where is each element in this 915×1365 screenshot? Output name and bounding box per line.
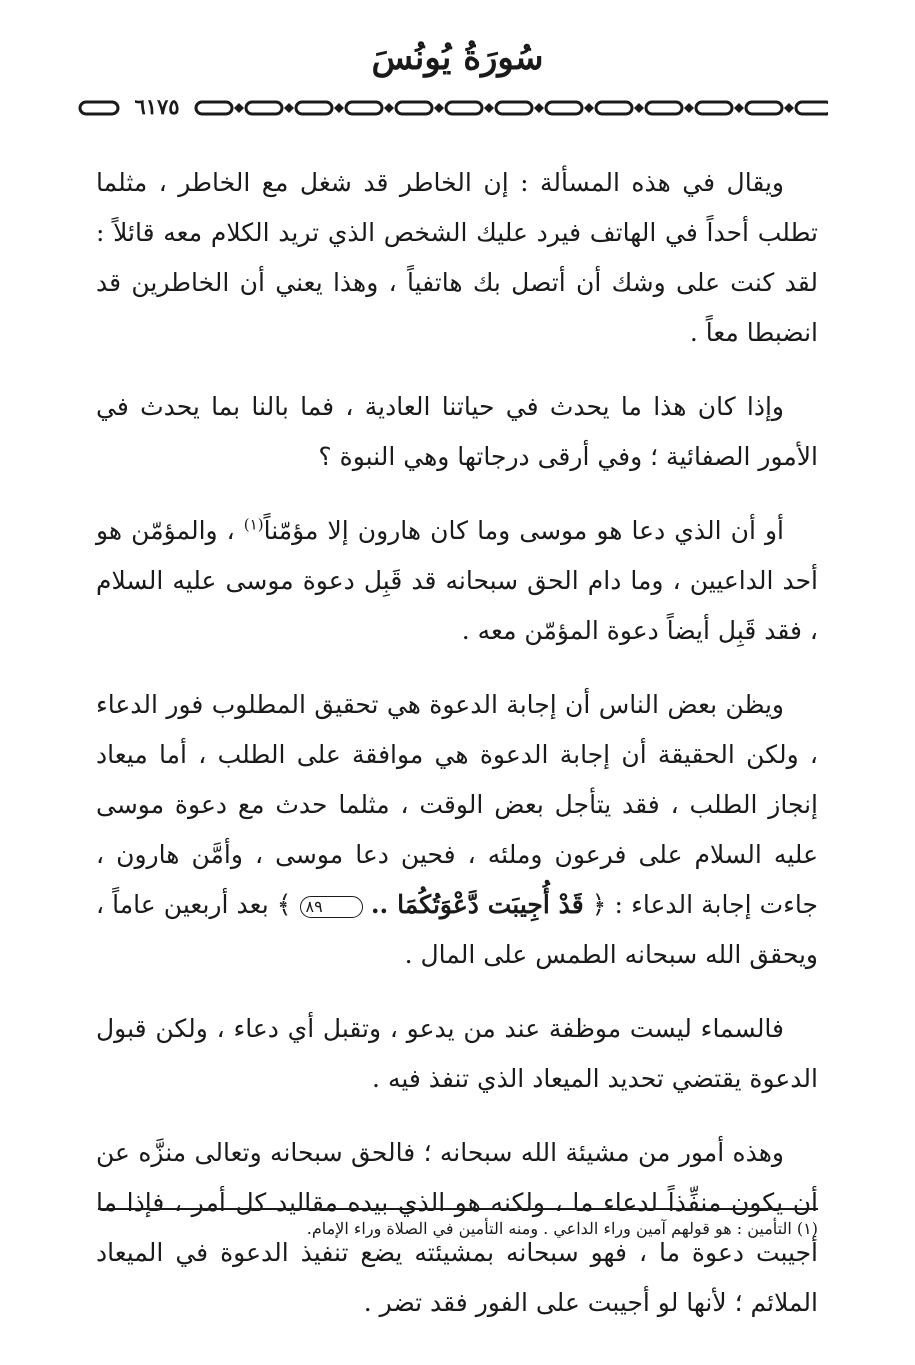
ornament-border-icon xyxy=(78,95,828,121)
verse-number-badge: ٨٩ xyxy=(300,896,363,918)
ornament-link xyxy=(796,102,828,114)
ornament-diamond xyxy=(284,103,294,113)
ornament-link xyxy=(246,102,282,114)
ornament-diamond xyxy=(684,103,694,113)
paragraph-6: وهذه أمور من مشيئة الله سبحانه ؛ فالحق سبحانه وتعالى منزَّه عن أن يكون منفِّذاً لدعاء ما ، ولكنه هو الذي بيده مقاليد كل أمر ، فإذا ما أجيبت دعوة ما ، فهو سبحانه بمشيئته يضع تنفيذ الدعوة في الميعاد الملائم ؛ لأنها لو أجيبت على الفور فقد تضر . xyxy=(96,1138,818,1317)
footnote-text: (١) التأمين : هو قولهم آمين وراء الداعي . ومنه التأمين في الصلاة وراء الإمام. xyxy=(306,1219,818,1238)
sura-title: سُورَةُ يُونُسَ xyxy=(371,38,544,78)
paragraph-3-end: ، والمؤمّن هو أحد الداعيين ، وما دام الحق سبحانه قد قَبِل دعوة موسى عليه السلام ، فقد قَبِل أيضاً دعوة المؤمّن معه . xyxy=(96,516,818,645)
ornament-link xyxy=(646,102,682,114)
ornament-link xyxy=(596,102,632,114)
ornament-link xyxy=(496,102,532,114)
paragraph-3-start: أو أن الذي دعا هو موسى وما كان هارون إلا مؤمّناً xyxy=(263,516,784,545)
body-text xyxy=(96,158,818,1352)
paragraph-1: ويقال في هذه المسألة : إن الخاطر قد شغل مع الخاطر ، مثلما تطلب أحداً في الهاتف فيرد عليك الشخص الذي تريد الكلام معه قائلاً : لقد كنت على وشك أن أتصل بك هاتفياً ، وهذا يعني أن الخاطرين قد انضبطا معاً . xyxy=(96,168,818,347)
footnote-divider xyxy=(98,1208,818,1210)
ornament-diamond xyxy=(234,103,244,113)
ornament-link xyxy=(296,102,332,114)
ornament-cap xyxy=(80,102,118,114)
ornament-diamond xyxy=(584,103,594,113)
page-number: ٦١٧٥ xyxy=(124,93,190,119)
ornament-diamond xyxy=(434,103,444,113)
header-ornament-band xyxy=(78,95,828,121)
quran-verse: قَدْ أُجِيبَت دَّعْوَتُكُمَا .. xyxy=(370,890,584,919)
paragraph-4 xyxy=(96,680,818,980)
ornament-diamond xyxy=(384,103,394,113)
ornament-diamond xyxy=(334,103,344,113)
ornament-link xyxy=(396,102,432,114)
ornament-link xyxy=(546,102,582,114)
paragraph-5: فالسماء ليست موظفة عند من يدعو ، وتقبل أي دعاء ، ولكن قبول الدعوة يقتضي تحديد الميعاد الذي تنفذ فيه . xyxy=(96,1014,818,1093)
ornament-link xyxy=(346,102,382,114)
ornament-link xyxy=(196,102,232,114)
paragraph-3 xyxy=(96,506,818,656)
ornament-link xyxy=(446,102,482,114)
paragraph-4-start: ويظن بعض الناس أن إجابة الدعوة هي تحقيق المطلوب فور الدعاء ، ولكن الحقيقة أن إجابة الدعوة هي موافقة على الطلب ، أما ميعاد إنجاز الطلب ، فقد يتأجل بعض الوقت ، مثلما حدث مع دعوة موسى عليه السلام على فرعون وملئه ، فحين دعا موسى ، وأمَّن هارون ، جاءت إجابة الدعاء : ﴿ xyxy=(96,690,818,919)
paragraph-2: وإذا كان هذا ما يحدث في حياتنا العادية ، فما بالنا بما يحدث في الأمور الصفائية ؛ وفي أرقى درجاتها وهي النبوة ؟ xyxy=(96,392,818,471)
ornament-diamond xyxy=(534,103,544,113)
footnote-reference[interactable]: (١) xyxy=(243,515,264,534)
ornament-diamond xyxy=(784,103,794,113)
paragraph-4-end: ﴾ بعد أربعين عاماً ، ويحقق الله سبحانه الطمس على المال . xyxy=(96,890,818,969)
ornament-link xyxy=(746,102,782,114)
ornament-diamond xyxy=(734,103,744,113)
ornament-diamond xyxy=(634,103,644,113)
ornament-link xyxy=(696,102,732,114)
ornament-diamond xyxy=(484,103,494,113)
